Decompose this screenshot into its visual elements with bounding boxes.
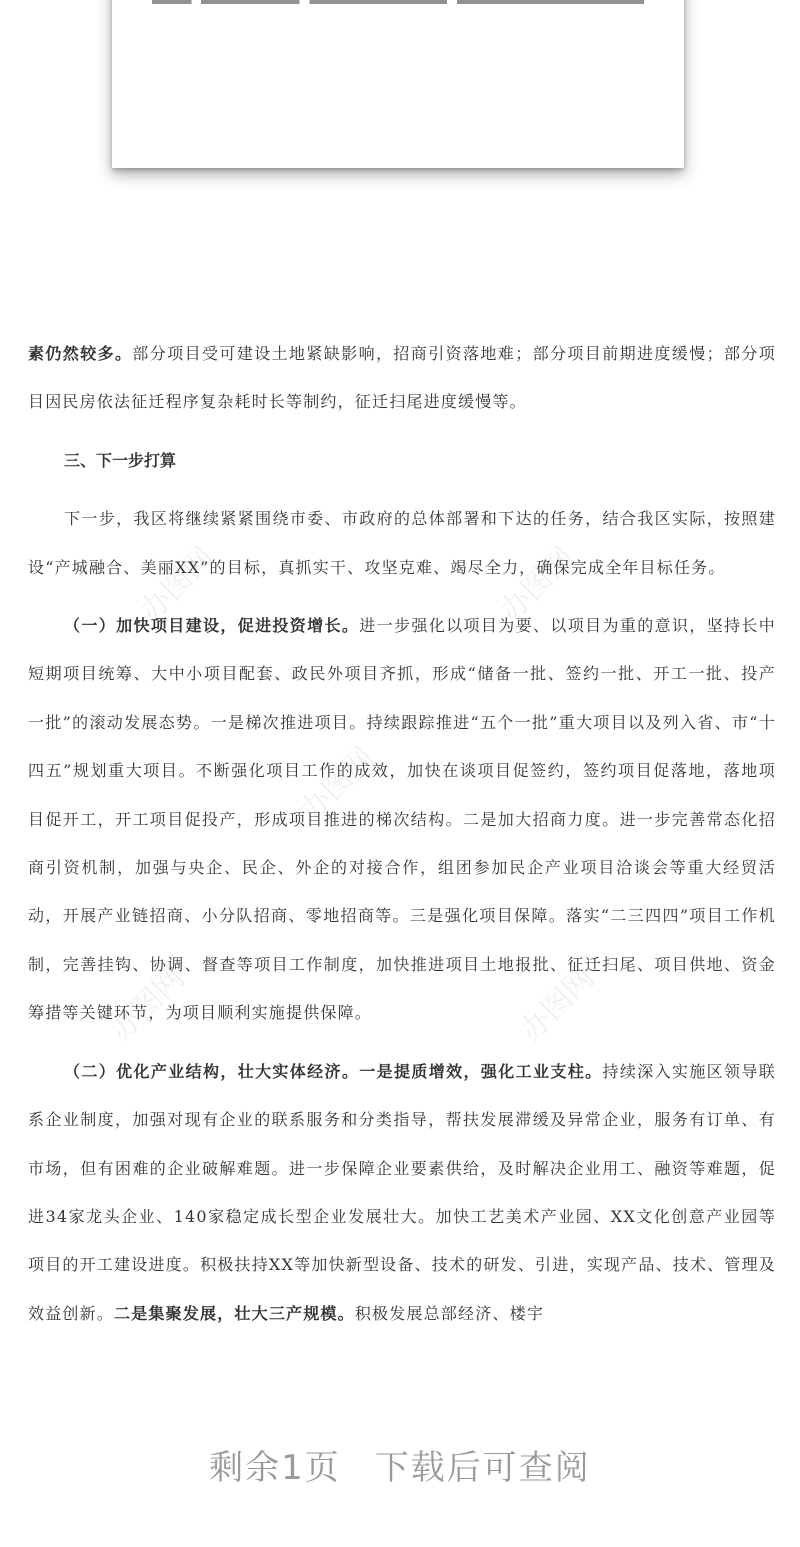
section-2-text-continued: 积极发展总部经济、楼宇 <box>354 1303 545 1323</box>
document-body <box>28 330 776 1338</box>
cropped-text-line <box>152 0 644 4</box>
previous-page-preview <box>112 0 684 168</box>
remaining-pages-label: 剩余1页 <box>209 1448 341 1488</box>
watermark: 办图网 <box>133 540 222 629</box>
paragraph-problems <box>28 330 776 427</box>
watermark: 办图网 <box>293 740 382 829</box>
download-prompt-banner[interactable] <box>0 1440 800 1489</box>
section-heading-next-steps: 三、下一步打算 <box>64 450 177 470</box>
section-2-subtitle: 二是集聚发展，壮大三产规模。 <box>114 1303 355 1323</box>
section-1-text: 进一步强化以项目为要、以项目为重的意识，坚持长中短期项目统筹、大中小项目配套、政民外项目齐抓，形成“储备一批、签约一批、开工一批、投产一批”的滚动发展态势。一是梯次推进项目。持续跟踪推进“五个一批”重大项目以及列入省、市“十四五”规划重大项目。不断强化项目工作的成效，加快在谈项目促签约，签约项目促落地，落地项目促开工，开工项目促投产，形成项目推进的梯次结构。二是加大招商力度。进一步完善常态化招商引资机制，加强与央企、民企、外企的对接合作，组团参加民企产业项目洽谈会等重大经贸活动，开展产业链招商、小分队招商、零地招商等。三是强化项目保障。落实“二三四四”项目工作机制，完善挂钩、协调、督查等项目工作制度，加快推进项目土地报批、征迁扫尾、项目供地、资金筹措等关键环节，为项目顺利实施提供保障。 <box>28 616 776 1023</box>
watermark: 办图网 <box>103 960 192 1049</box>
paragraph-section-2 <box>28 1048 776 1338</box>
paragraph-section-1 <box>28 602 776 1038</box>
paragraph-text: 部分项目受可建设土地紧缺影响，招商引资落地难；部分项目前期进度缓慢；部分项目因民房依法征迁程序复杂耗时长等制约，征迁扫尾进度缓慢等。 <box>28 344 776 412</box>
section-2-title: （二）优化产业结构，壮大实体经济。一是提质增效，强化工业支柱。 <box>64 1061 603 1081</box>
section-1-title: （一）加快项目建设，促进投资增长。 <box>64 616 360 636</box>
paragraph-lead-bold: 素仍然较多。 <box>28 344 133 363</box>
paragraph-next-steps: 下一步，我区将继续紧紧围绕市委、市政府的总体部署和下达的任务，结合我区实际，按照建设“产城融合、美丽XX”的目标，真抓实干、攻坚克难、竭尽全力，确保完成全年目标任务。 <box>28 509 776 577</box>
download-to-view-label: 下载后可查阅 <box>374 1448 591 1488</box>
watermark: 办图网 <box>513 960 602 1049</box>
watermark: 办图网 <box>493 540 582 629</box>
section-2-text: 持续深入实施区领导联系企业制度，加强对现有企业的联系服务和分类指导，帮扶发展滞缓及异常企业，服务有订单、有市场，但有困难的企业破解难题。进一步保障企业要素供给，及时解决企业用工、融资等难题，促进34家龙头企业、140家稳定成长型企业发展壮大。加快工艺美术产业园、XX文化创意产业园等项目的开工建设进度。积极扶持XX等加快新型设备、技术的研发、引进，实现产品、技术、管理及效益创新。 <box>28 1061 776 1323</box>
